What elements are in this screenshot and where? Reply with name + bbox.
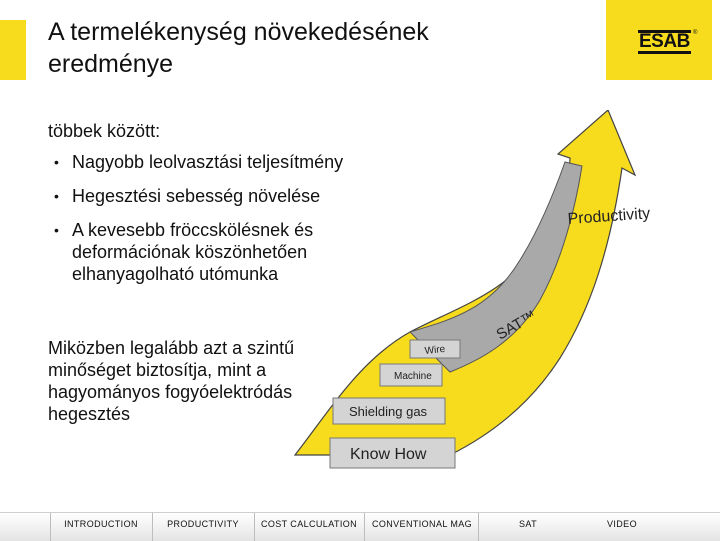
bullet-item: • Nagyobb leolvasztási teljesítmény: [48, 151, 368, 173]
nav-sat[interactable]: SAT: [518, 519, 538, 529]
productivity-label: Productivity: [567, 205, 651, 228]
nav-productivity[interactable]: PRODUCTIVITY: [167, 519, 239, 529]
footer-separator: [254, 513, 255, 541]
nav-cost-calculation[interactable]: COST CALCULATION: [260, 519, 358, 529]
page-title: [48, 16, 429, 80]
step-label-shielding-gas: Shielding gas: [349, 404, 428, 419]
title-line-2: eredménye: [48, 50, 174, 78]
nav-conventional-mag[interactable]: CONVENTIONAL MAG: [371, 519, 473, 529]
footer-nav: [0, 512, 720, 541]
footer-separator: [364, 513, 365, 541]
bullet-item: • Hegesztési sebesség növelése: [48, 185, 368, 207]
note-text: Miközben legalább azt a szintű minőséget biztosítja, mint a hagyományos fogyóelektródás hegesztés: [48, 338, 295, 424]
nav-introduction[interactable]: INTRODUCTION: [64, 519, 138, 529]
step-label-know-how: Know How: [350, 446, 427, 463]
productivity-staircase-graphic: [270, 110, 710, 490]
intro-text: többek között:: [48, 121, 161, 141]
accent-bar: [0, 20, 26, 80]
footer-separator: [152, 513, 153, 541]
logo-text: ESAB: [639, 31, 690, 52]
esab-logo: [606, 0, 712, 80]
sat-label: SAT™: [493, 307, 540, 344]
nav-video[interactable]: VIDEO: [606, 519, 637, 529]
footer-separator: [478, 513, 479, 541]
bullet-item: • A kevesebb fröccskölésnek és deformációnak köszönhetően elhanyagolható utómunka: [48, 219, 368, 285]
step-label-wire: Wire: [424, 343, 446, 357]
step-label-machine: Machine: [394, 371, 432, 382]
title-line-1: A termelékenység növekedésének: [48, 18, 429, 46]
logo-registered-mark: ®: [693, 30, 698, 36]
footer-separator: [50, 513, 51, 541]
